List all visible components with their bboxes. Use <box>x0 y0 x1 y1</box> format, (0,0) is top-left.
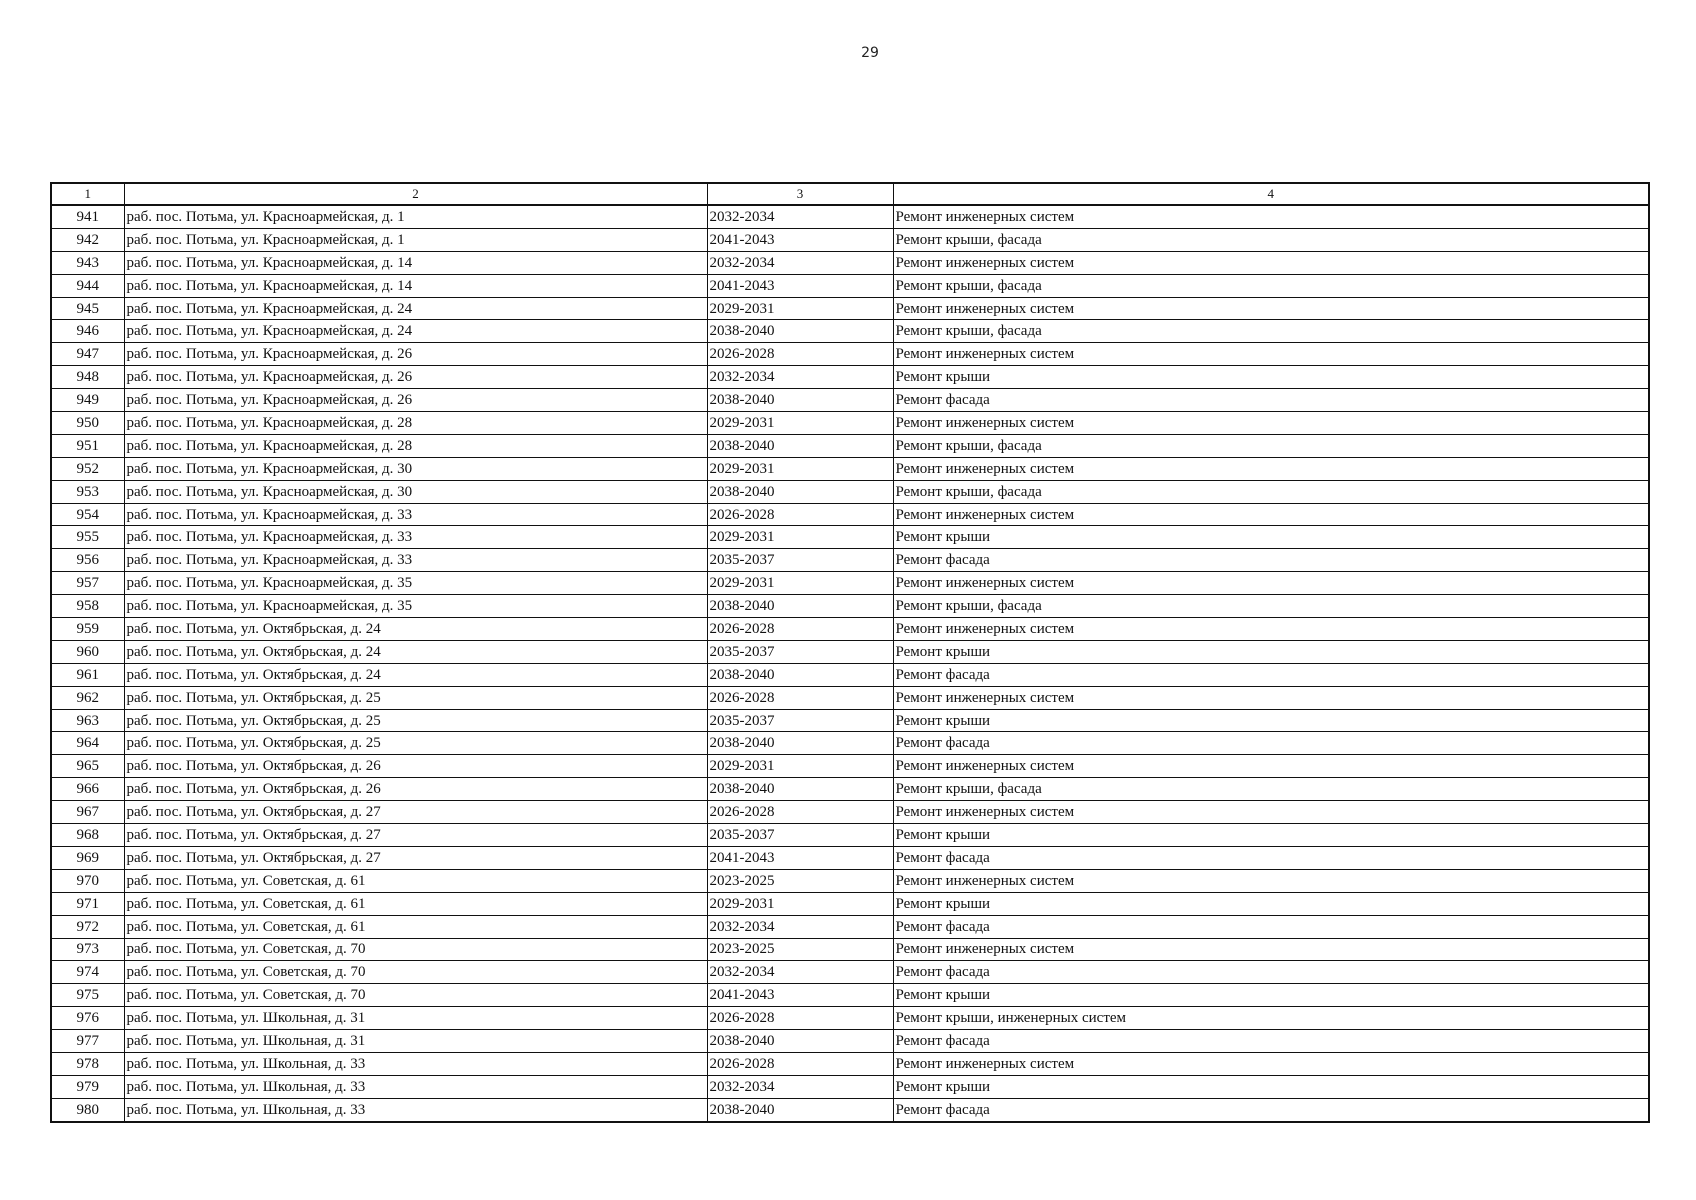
row-number: 960 <box>51 640 124 663</box>
table-row <box>51 663 1649 686</box>
row-number: 966 <box>51 778 124 801</box>
address-cell: раб. пос. Потьма, ул. Красноармейская, д. 28 <box>124 412 707 435</box>
period-cell: 2035-2037 <box>707 824 893 847</box>
work-type-cell: Ремонт инженерных систем <box>893 572 1649 595</box>
period-cell: 2035-2037 <box>707 709 893 732</box>
address-cell: раб. пос. Потьма, ул. Октябрьская, д. 27 <box>124 824 707 847</box>
table-row <box>51 755 1649 778</box>
address-cell: раб. пос. Потьма, ул. Октябрьская, д. 24 <box>124 618 707 641</box>
row-number: 946 <box>51 320 124 343</box>
work-type-cell: Ремонт фасада <box>893 915 1649 938</box>
row-number: 974 <box>51 961 124 984</box>
period-cell: 2026-2028 <box>707 343 893 366</box>
table-body <box>51 205 1649 1122</box>
row-number: 953 <box>51 480 124 503</box>
period-cell: 2026-2028 <box>707 686 893 709</box>
period-cell: 2041-2043 <box>707 984 893 1007</box>
work-type-cell: Ремонт крыши, фасада <box>893 480 1649 503</box>
period-cell: 2038-2040 <box>707 663 893 686</box>
row-number: 955 <box>51 526 124 549</box>
table-row <box>51 778 1649 801</box>
work-type-cell: Ремонт инженерных систем <box>893 251 1649 274</box>
table-row <box>51 686 1649 709</box>
row-number: 941 <box>51 205 124 228</box>
period-cell: 2029-2031 <box>707 892 893 915</box>
row-number: 976 <box>51 1007 124 1030</box>
address-cell: раб. пос. Потьма, ул. Красноармейская, д. 30 <box>124 480 707 503</box>
period-cell: 2029-2031 <box>707 412 893 435</box>
table-row <box>51 824 1649 847</box>
period-cell: 2032-2034 <box>707 205 893 228</box>
period-cell: 2032-2034 <box>707 1075 893 1098</box>
period-cell: 2023-2025 <box>707 938 893 961</box>
address-cell: раб. пос. Потьма, ул. Школьная, д. 31 <box>124 1030 707 1053</box>
period-cell: 2038-2040 <box>707 595 893 618</box>
address-cell: раб. пос. Потьма, ул. Красноармейская, д. 35 <box>124 572 707 595</box>
work-type-cell: Ремонт крыши, фасада <box>893 320 1649 343</box>
period-cell: 2041-2043 <box>707 274 893 297</box>
address-cell: раб. пос. Потьма, ул. Красноармейская, д. 14 <box>124 251 707 274</box>
period-cell: 2026-2028 <box>707 618 893 641</box>
period-cell: 2038-2040 <box>707 389 893 412</box>
address-cell: раб. пос. Потьма, ул. Советская, д. 70 <box>124 938 707 961</box>
table-row <box>51 1075 1649 1098</box>
table-row <box>51 846 1649 869</box>
period-cell: 2026-2028 <box>707 503 893 526</box>
address-cell: раб. пос. Потьма, ул. Октябрьская, д. 24 <box>124 663 707 686</box>
work-type-cell: Ремонт фасада <box>893 1098 1649 1121</box>
period-cell: 2023-2025 <box>707 869 893 892</box>
period-cell: 2038-2040 <box>707 732 893 755</box>
work-type-cell: Ремонт инженерных систем <box>893 755 1649 778</box>
address-cell: раб. пос. Потьма, ул. Красноармейская, д. 30 <box>124 457 707 480</box>
work-type-cell: Ремонт инженерных систем <box>893 205 1649 228</box>
table-row <box>51 412 1649 435</box>
table-row <box>51 732 1649 755</box>
period-cell: 2038-2040 <box>707 1098 893 1121</box>
period-cell: 2035-2037 <box>707 640 893 663</box>
table-row <box>51 366 1649 389</box>
address-cell: раб. пос. Потьма, ул. Красноармейская, д. 26 <box>124 366 707 389</box>
table-row <box>51 503 1649 526</box>
table-row <box>51 228 1649 251</box>
row-number: 977 <box>51 1030 124 1053</box>
header-row <box>51 183 1649 205</box>
work-type-cell: Ремонт инженерных систем <box>893 801 1649 824</box>
work-type-cell: Ремонт крыши, фасада <box>893 434 1649 457</box>
row-number: 961 <box>51 663 124 686</box>
period-cell: 2038-2040 <box>707 778 893 801</box>
table-row <box>51 869 1649 892</box>
row-number: 968 <box>51 824 124 847</box>
table-row <box>51 984 1649 1007</box>
row-number: 964 <box>51 732 124 755</box>
table-row <box>51 549 1649 572</box>
row-number: 965 <box>51 755 124 778</box>
address-cell: раб. пос. Потьма, ул. Красноармейская, д. 26 <box>124 389 707 412</box>
address-cell: раб. пос. Потьма, ул. Красноармейская, д. 1 <box>124 228 707 251</box>
period-cell: 2038-2040 <box>707 434 893 457</box>
period-cell: 2038-2040 <box>707 480 893 503</box>
work-type-cell: Ремонт инженерных систем <box>893 457 1649 480</box>
table-row <box>51 801 1649 824</box>
address-cell: раб. пос. Потьма, ул. Советская, д. 61 <box>124 869 707 892</box>
row-number: 949 <box>51 389 124 412</box>
table-row <box>51 526 1649 549</box>
table-row <box>51 1030 1649 1053</box>
address-cell: раб. пос. Потьма, ул. Советская, д. 61 <box>124 915 707 938</box>
row-number: 945 <box>51 297 124 320</box>
row-number: 948 <box>51 366 124 389</box>
work-type-cell: Ремонт крыши <box>893 892 1649 915</box>
table-row <box>51 1052 1649 1075</box>
address-cell: раб. пос. Потьма, ул. Красноармейская, д. 28 <box>124 434 707 457</box>
work-type-cell: Ремонт фасада <box>893 1030 1649 1053</box>
table-row <box>51 389 1649 412</box>
table-row <box>51 457 1649 480</box>
row-number: 958 <box>51 595 124 618</box>
row-number: 954 <box>51 503 124 526</box>
work-type-cell: Ремонт фасада <box>893 549 1649 572</box>
row-number: 978 <box>51 1052 124 1075</box>
period-cell: 2041-2043 <box>707 228 893 251</box>
row-number: 972 <box>51 915 124 938</box>
work-type-cell: Ремонт фасада <box>893 389 1649 412</box>
table-row <box>51 205 1649 228</box>
page-number: 29 <box>861 45 879 61</box>
table-row <box>51 915 1649 938</box>
period-cell: 2038-2040 <box>707 320 893 343</box>
work-type-cell: Ремонт фасада <box>893 663 1649 686</box>
address-cell: раб. пос. Потьма, ул. Красноармейская, д. 33 <box>124 503 707 526</box>
repair-schedule-table <box>50 182 1650 1123</box>
row-number: 952 <box>51 457 124 480</box>
address-cell: раб. пос. Потьма, ул. Школьная, д. 33 <box>124 1075 707 1098</box>
work-type-cell: Ремонт инженерных систем <box>893 869 1649 892</box>
address-cell: раб. пос. Потьма, ул. Октябрьская, д. 25 <box>124 686 707 709</box>
period-cell: 2026-2028 <box>707 801 893 824</box>
table-row <box>51 892 1649 915</box>
work-type-cell: Ремонт фасада <box>893 846 1649 869</box>
address-cell: раб. пос. Потьма, ул. Красноармейская, д. 24 <box>124 320 707 343</box>
row-number: 979 <box>51 1075 124 1098</box>
table-row <box>51 595 1649 618</box>
address-cell: раб. пос. Потьма, ул. Красноармейская, д. 1 <box>124 205 707 228</box>
period-cell: 2035-2037 <box>707 549 893 572</box>
work-type-cell: Ремонт крыши <box>893 1075 1649 1098</box>
work-type-cell: Ремонт крыши, фасада <box>893 274 1649 297</box>
address-cell: раб. пос. Потьма, ул. Красноармейская, д. 26 <box>124 343 707 366</box>
work-type-cell: Ремонт крыши <box>893 984 1649 1007</box>
row-number: 975 <box>51 984 124 1007</box>
table-row <box>51 1098 1649 1121</box>
address-cell: раб. пос. Потьма, ул. Октябрьская, д. 26 <box>124 778 707 801</box>
address-cell: раб. пос. Потьма, ул. Октябрьская, д. 26 <box>124 755 707 778</box>
period-cell: 2026-2028 <box>707 1052 893 1075</box>
row-number: 943 <box>51 251 124 274</box>
address-cell: раб. пос. Потьма, ул. Красноармейская, д. 33 <box>124 526 707 549</box>
row-number: 973 <box>51 938 124 961</box>
header-col-4: 4 <box>893 183 1649 205</box>
row-number: 950 <box>51 412 124 435</box>
period-cell: 2032-2034 <box>707 366 893 389</box>
row-number: 970 <box>51 869 124 892</box>
period-cell: 2029-2031 <box>707 457 893 480</box>
table-row <box>51 1007 1649 1030</box>
period-cell: 2029-2031 <box>707 297 893 320</box>
table-row <box>51 640 1649 663</box>
work-type-cell: Ремонт фасада <box>893 961 1649 984</box>
table-header <box>51 183 1649 205</box>
period-cell: 2038-2040 <box>707 1030 893 1053</box>
row-number: 942 <box>51 228 124 251</box>
work-type-cell: Ремонт фасада <box>893 732 1649 755</box>
row-number: 980 <box>51 1098 124 1121</box>
work-type-cell: Ремонт инженерных систем <box>893 938 1649 961</box>
table-row <box>51 274 1649 297</box>
address-cell: раб. пос. Потьма, ул. Октябрьская, д. 27 <box>124 801 707 824</box>
row-number: 967 <box>51 801 124 824</box>
table-row <box>51 961 1649 984</box>
row-number: 951 <box>51 434 124 457</box>
row-number: 959 <box>51 618 124 641</box>
table-row <box>51 938 1649 961</box>
work-type-cell: Ремонт крыши <box>893 709 1649 732</box>
address-cell: раб. пос. Потьма, ул. Октябрьская, д. 25 <box>124 732 707 755</box>
table-row <box>51 618 1649 641</box>
work-type-cell: Ремонт инженерных систем <box>893 343 1649 366</box>
work-type-cell: Ремонт инженерных систем <box>893 297 1649 320</box>
work-type-cell: Ремонт крыши, фасада <box>893 228 1649 251</box>
address-cell: раб. пос. Потьма, ул. Советская, д. 61 <box>124 892 707 915</box>
row-number: 962 <box>51 686 124 709</box>
row-number: 956 <box>51 549 124 572</box>
address-cell: раб. пос. Потьма, ул. Октябрьская, д. 27 <box>124 846 707 869</box>
table-row <box>51 251 1649 274</box>
table-row <box>51 320 1649 343</box>
header-col-3: 3 <box>707 183 893 205</box>
address-cell: раб. пос. Потьма, ул. Октябрьская, д. 25 <box>124 709 707 732</box>
address-cell: раб. пос. Потьма, ул. Красноармейская, д. 33 <box>124 549 707 572</box>
period-cell: 2029-2031 <box>707 755 893 778</box>
row-number: 971 <box>51 892 124 915</box>
table-row <box>51 480 1649 503</box>
row-number: 969 <box>51 846 124 869</box>
address-cell: раб. пос. Потьма, ул. Школьная, д. 33 <box>124 1052 707 1075</box>
address-cell: раб. пос. Потьма, ул. Школьная, д. 31 <box>124 1007 707 1030</box>
row-number: 947 <box>51 343 124 366</box>
work-type-cell: Ремонт крыши, инженерных систем <box>893 1007 1649 1030</box>
work-type-cell: Ремонт инженерных систем <box>893 686 1649 709</box>
address-cell: раб. пос. Потьма, ул. Школьная, д. 33 <box>124 1098 707 1121</box>
address-cell: раб. пос. Потьма, ул. Октябрьская, д. 24 <box>124 640 707 663</box>
table-row <box>51 709 1649 732</box>
address-cell: раб. пос. Потьма, ул. Красноармейская, д. 35 <box>124 595 707 618</box>
work-type-cell: Ремонт крыши <box>893 824 1649 847</box>
table-row <box>51 297 1649 320</box>
work-type-cell: Ремонт крыши <box>893 366 1649 389</box>
work-type-cell: Ремонт инженерных систем <box>893 503 1649 526</box>
table-row <box>51 434 1649 457</box>
period-cell: 2029-2031 <box>707 526 893 549</box>
work-type-cell: Ремонт крыши, фасада <box>893 595 1649 618</box>
work-type-cell: Ремонт инженерных систем <box>893 618 1649 641</box>
table-row <box>51 572 1649 595</box>
work-type-cell: Ремонт инженерных систем <box>893 1052 1649 1075</box>
work-type-cell: Ремонт крыши, фасада <box>893 778 1649 801</box>
period-cell: 2041-2043 <box>707 846 893 869</box>
address-cell: раб. пос. Потьма, ул. Красноармейская, д. 24 <box>124 297 707 320</box>
address-cell: раб. пос. Потьма, ул. Советская, д. 70 <box>124 984 707 1007</box>
period-cell: 2032-2034 <box>707 915 893 938</box>
work-type-cell: Ремонт крыши <box>893 526 1649 549</box>
header-col-2: 2 <box>124 183 707 205</box>
row-number: 963 <box>51 709 124 732</box>
table-row <box>51 343 1649 366</box>
period-cell: 2032-2034 <box>707 251 893 274</box>
row-number: 944 <box>51 274 124 297</box>
period-cell: 2026-2028 <box>707 1007 893 1030</box>
address-cell: раб. пос. Потьма, ул. Советская, д. 70 <box>124 961 707 984</box>
header-col-1: 1 <box>51 183 124 205</box>
row-number: 957 <box>51 572 124 595</box>
period-cell: 2029-2031 <box>707 572 893 595</box>
period-cell: 2032-2034 <box>707 961 893 984</box>
work-type-cell: Ремонт крыши <box>893 640 1649 663</box>
address-cell: раб. пос. Потьма, ул. Красноармейская, д. 14 <box>124 274 707 297</box>
work-type-cell: Ремонт инженерных систем <box>893 412 1649 435</box>
